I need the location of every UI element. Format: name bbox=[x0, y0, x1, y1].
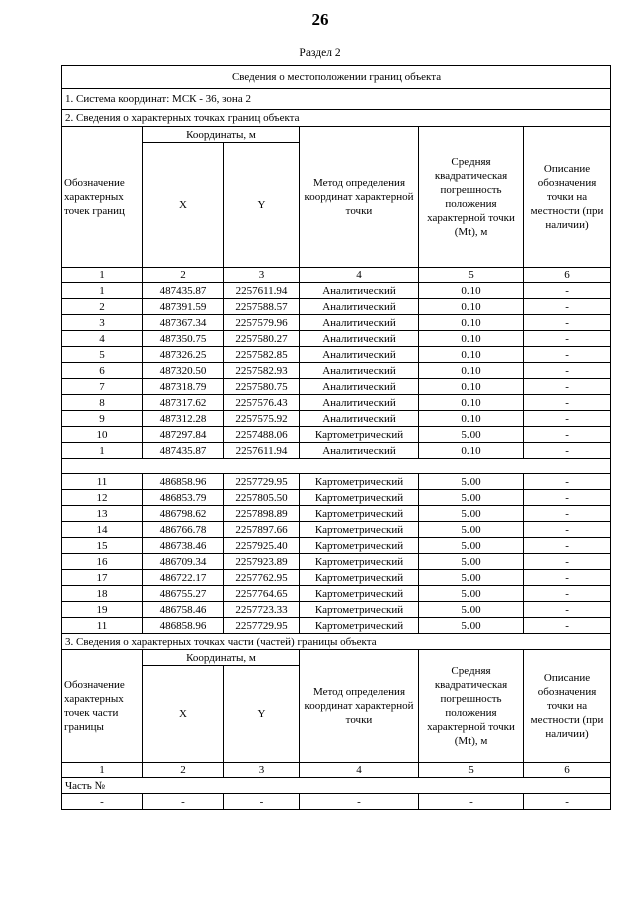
accuracy: 5.00 bbox=[419, 602, 524, 618]
accuracy: 5.00 bbox=[419, 554, 524, 570]
description: - bbox=[524, 411, 611, 427]
blank-cell bbox=[62, 459, 611, 474]
coord-x: - bbox=[143, 794, 224, 810]
coord-x: 487435.87 bbox=[143, 443, 224, 459]
method: Картометрический bbox=[300, 490, 419, 506]
accuracy: 0.10 bbox=[419, 331, 524, 347]
description: - bbox=[524, 618, 611, 634]
point-number: - bbox=[62, 794, 143, 810]
coord-y: 2257925.40 bbox=[224, 538, 300, 554]
point-number: 5 bbox=[62, 347, 143, 363]
accuracy: 0.10 bbox=[419, 315, 524, 331]
point-number: 14 bbox=[62, 522, 143, 538]
accuracy: 5.00 bbox=[419, 570, 524, 586]
coord-y: 2257729.95 bbox=[224, 474, 300, 490]
coord-y: 2257611.94 bbox=[224, 283, 300, 299]
header-coordinates: Координаты, м bbox=[143, 650, 300, 666]
coord-x: 487391.59 bbox=[143, 299, 224, 315]
point-number: 3 bbox=[62, 315, 143, 331]
coord-system: 1. Система координат: МСК - 36, зона 2 bbox=[62, 89, 611, 110]
method: Аналитический bbox=[300, 331, 419, 347]
column-number: 6 bbox=[524, 763, 611, 778]
accuracy: 0.10 bbox=[419, 347, 524, 363]
description: - bbox=[524, 490, 611, 506]
column-number: 3 bbox=[224, 763, 300, 778]
page-number: 26 bbox=[311, 10, 329, 29]
table-row bbox=[62, 283, 611, 299]
section3-title: 3. Сведения о характерных точках части (частей) границы объекта bbox=[62, 634, 611, 650]
point-number: 7 bbox=[62, 379, 143, 395]
header-method: Метод определения координат характерной точки bbox=[300, 650, 419, 763]
method: Аналитический bbox=[300, 411, 419, 427]
section2-title: 2. Сведения о характерных точках границ объекта bbox=[62, 110, 611, 127]
description: - bbox=[524, 395, 611, 411]
method: Картометрический bbox=[300, 554, 419, 570]
accuracy: 5.00 bbox=[419, 506, 524, 522]
table-row bbox=[62, 299, 611, 315]
point-number: 6 bbox=[62, 363, 143, 379]
table-row bbox=[62, 363, 611, 379]
method: Аналитический bbox=[300, 315, 419, 331]
accuracy: 0.10 bbox=[419, 283, 524, 299]
table-row bbox=[62, 506, 611, 522]
accuracy: 5.00 bbox=[419, 490, 524, 506]
point-number: 2 bbox=[62, 299, 143, 315]
description: - bbox=[524, 363, 611, 379]
accuracy: 0.10 bbox=[419, 443, 524, 459]
method: Картометрический bbox=[300, 522, 419, 538]
description: - bbox=[524, 427, 611, 443]
coord-x: 487317.62 bbox=[143, 395, 224, 411]
accuracy: 0.10 bbox=[419, 363, 524, 379]
description: - bbox=[524, 331, 611, 347]
table-row bbox=[62, 602, 611, 618]
header-part-point-designation: Обозначение характерных точек части границы bbox=[62, 650, 143, 763]
coord-x: 486755.27 bbox=[143, 586, 224, 602]
coord-y: 2257723.33 bbox=[224, 602, 300, 618]
method: Аналитический bbox=[300, 395, 419, 411]
description: - bbox=[524, 283, 611, 299]
method: - bbox=[300, 794, 419, 810]
coord-y: 2257579.96 bbox=[224, 315, 300, 331]
accuracy: 5.00 bbox=[419, 474, 524, 490]
coord-x: 487297.84 bbox=[143, 427, 224, 443]
table-row bbox=[62, 522, 611, 538]
column-number: 5 bbox=[419, 763, 524, 778]
coord-y: 2257923.89 bbox=[224, 554, 300, 570]
coord-y: 2257576.43 bbox=[224, 395, 300, 411]
point-number: 16 bbox=[62, 554, 143, 570]
method: Аналитический bbox=[300, 363, 419, 379]
header-coordinates: Координаты, м bbox=[143, 127, 300, 143]
description: - bbox=[524, 379, 611, 395]
column-number: 1 bbox=[62, 268, 143, 283]
method: Аналитический bbox=[300, 283, 419, 299]
point-number: 13 bbox=[62, 506, 143, 522]
table-row bbox=[62, 586, 611, 602]
method: Картометрический bbox=[300, 427, 419, 443]
description: - bbox=[524, 474, 611, 490]
header-y: Y bbox=[224, 666, 300, 763]
coord-y: - bbox=[224, 794, 300, 810]
point-number: 19 bbox=[62, 602, 143, 618]
table-row bbox=[62, 794, 611, 810]
coord-x: 486853.79 bbox=[143, 490, 224, 506]
method: Аналитический bbox=[300, 347, 419, 363]
point-number: 10 bbox=[62, 427, 143, 443]
table-row bbox=[62, 331, 611, 347]
coord-x: 486798.62 bbox=[143, 506, 224, 522]
table-row bbox=[62, 427, 611, 443]
description: - bbox=[524, 794, 611, 810]
coord-y: 2257488.06 bbox=[224, 427, 300, 443]
coord-x: 487320.50 bbox=[143, 363, 224, 379]
accuracy: - bbox=[419, 794, 524, 810]
method: Картометрический bbox=[300, 618, 419, 634]
coord-x: 486758.46 bbox=[143, 602, 224, 618]
point-number: 15 bbox=[62, 538, 143, 554]
point-number: 1 bbox=[62, 283, 143, 299]
boundary-table bbox=[61, 65, 611, 810]
coord-y: 2257582.93 bbox=[224, 363, 300, 379]
coord-y: 2257611.94 bbox=[224, 443, 300, 459]
coord-y: 2257764.65 bbox=[224, 586, 300, 602]
accuracy: 0.10 bbox=[419, 379, 524, 395]
coord-x: 487326.25 bbox=[143, 347, 224, 363]
method: Картометрический bbox=[300, 586, 419, 602]
accuracy: 5.00 bbox=[419, 522, 524, 538]
method: Картометрический bbox=[300, 570, 419, 586]
point-number: 1 bbox=[62, 443, 143, 459]
coord-x: 486858.96 bbox=[143, 618, 224, 634]
section-label: Раздел 2 bbox=[299, 47, 341, 59]
point-number: 17 bbox=[62, 570, 143, 586]
column-number: 1 bbox=[62, 763, 143, 778]
coord-y: 2257729.95 bbox=[224, 618, 300, 634]
point-number: 18 bbox=[62, 586, 143, 602]
header-x: X bbox=[143, 666, 224, 763]
coord-x: 487367.34 bbox=[143, 315, 224, 331]
coord-x: 487350.75 bbox=[143, 331, 224, 347]
coord-y: 2257588.57 bbox=[224, 299, 300, 315]
coord-x: 486722.17 bbox=[143, 570, 224, 586]
header-accuracy: Средняя квадратическая погрешность положения характерной точки (Mt), м bbox=[419, 650, 524, 763]
coord-x: 487312.28 bbox=[143, 411, 224, 427]
point-number: 11 bbox=[62, 618, 143, 634]
method: Картометрический bbox=[300, 602, 419, 618]
table-row bbox=[62, 347, 611, 363]
header-method: Метод определения координат характерной точки bbox=[300, 127, 419, 268]
coord-y: 2257805.50 bbox=[224, 490, 300, 506]
header-y: Y bbox=[224, 143, 300, 268]
header-point-designation: Обозначение характерных точек границ bbox=[62, 127, 143, 268]
accuracy: 5.00 bbox=[419, 618, 524, 634]
table-row bbox=[62, 490, 611, 506]
table-row bbox=[62, 315, 611, 331]
blank-separator-row bbox=[62, 459, 611, 474]
accuracy: 0.10 bbox=[419, 411, 524, 427]
table-row bbox=[62, 538, 611, 554]
method: Аналитический bbox=[300, 379, 419, 395]
accuracy: 0.10 bbox=[419, 299, 524, 315]
accuracy: 0.10 bbox=[419, 395, 524, 411]
table-row bbox=[62, 618, 611, 634]
column-number: 4 bbox=[300, 268, 419, 283]
coord-x: 486709.34 bbox=[143, 554, 224, 570]
header-x: X bbox=[143, 143, 224, 268]
column-number: 5 bbox=[419, 268, 524, 283]
description: - bbox=[524, 506, 611, 522]
column-number-row bbox=[62, 268, 611, 283]
method: Аналитический bbox=[300, 443, 419, 459]
coord-x: 487435.87 bbox=[143, 283, 224, 299]
accuracy: 5.00 bbox=[419, 427, 524, 443]
point-number: 12 bbox=[62, 490, 143, 506]
description: - bbox=[524, 586, 611, 602]
part-label: Часть № bbox=[62, 778, 611, 794]
coord-y: 2257898.89 bbox=[224, 506, 300, 522]
table-row bbox=[62, 474, 611, 490]
column-number: 6 bbox=[524, 268, 611, 283]
point-number: 4 bbox=[62, 331, 143, 347]
coord-y: 2257580.75 bbox=[224, 379, 300, 395]
description: - bbox=[524, 538, 611, 554]
header-description: Описание обозначения точки на местности (при наличии) bbox=[524, 650, 611, 763]
description: - bbox=[524, 554, 611, 570]
point-number: 9 bbox=[62, 411, 143, 427]
column-number: 4 bbox=[300, 763, 419, 778]
description: - bbox=[524, 299, 611, 315]
description: - bbox=[524, 570, 611, 586]
point-number: 11 bbox=[62, 474, 143, 490]
accuracy: 5.00 bbox=[419, 538, 524, 554]
table-row bbox=[62, 411, 611, 427]
column-number: 2 bbox=[143, 268, 224, 283]
method: Картометрический bbox=[300, 538, 419, 554]
header-accuracy: Средняя квадратическая погрешность положения характерной точки (Mt), м bbox=[419, 127, 524, 268]
method: Картометрический bbox=[300, 474, 419, 490]
column-number: 2 bbox=[143, 763, 224, 778]
coord-y: 2257580.27 bbox=[224, 331, 300, 347]
coord-y: 2257582.85 bbox=[224, 347, 300, 363]
coord-x: 486858.96 bbox=[143, 474, 224, 490]
header-description: Описание обозначения точки на местности (при наличии) bbox=[524, 127, 611, 268]
coord-y: 2257897.66 bbox=[224, 522, 300, 538]
accuracy: 5.00 bbox=[419, 586, 524, 602]
method: Картометрический bbox=[300, 506, 419, 522]
coord-x: 486738.46 bbox=[143, 538, 224, 554]
description: - bbox=[524, 522, 611, 538]
point-number: 8 bbox=[62, 395, 143, 411]
column-number-row bbox=[62, 763, 611, 778]
coord-y: 2257575.92 bbox=[224, 411, 300, 427]
table-row bbox=[62, 379, 611, 395]
table-title: Сведения о местоположении границ объекта bbox=[62, 66, 611, 89]
coord-x: 487318.79 bbox=[143, 379, 224, 395]
description: - bbox=[524, 602, 611, 618]
description: - bbox=[524, 443, 611, 459]
table-row bbox=[62, 554, 611, 570]
column-number: 3 bbox=[224, 268, 300, 283]
description: - bbox=[524, 347, 611, 363]
table-row bbox=[62, 443, 611, 459]
method: Аналитический bbox=[300, 299, 419, 315]
description: - bbox=[524, 315, 611, 331]
table-row bbox=[62, 570, 611, 586]
coord-y: 2257762.95 bbox=[224, 570, 300, 586]
table-row bbox=[62, 395, 611, 411]
coord-x: 486766.78 bbox=[143, 522, 224, 538]
